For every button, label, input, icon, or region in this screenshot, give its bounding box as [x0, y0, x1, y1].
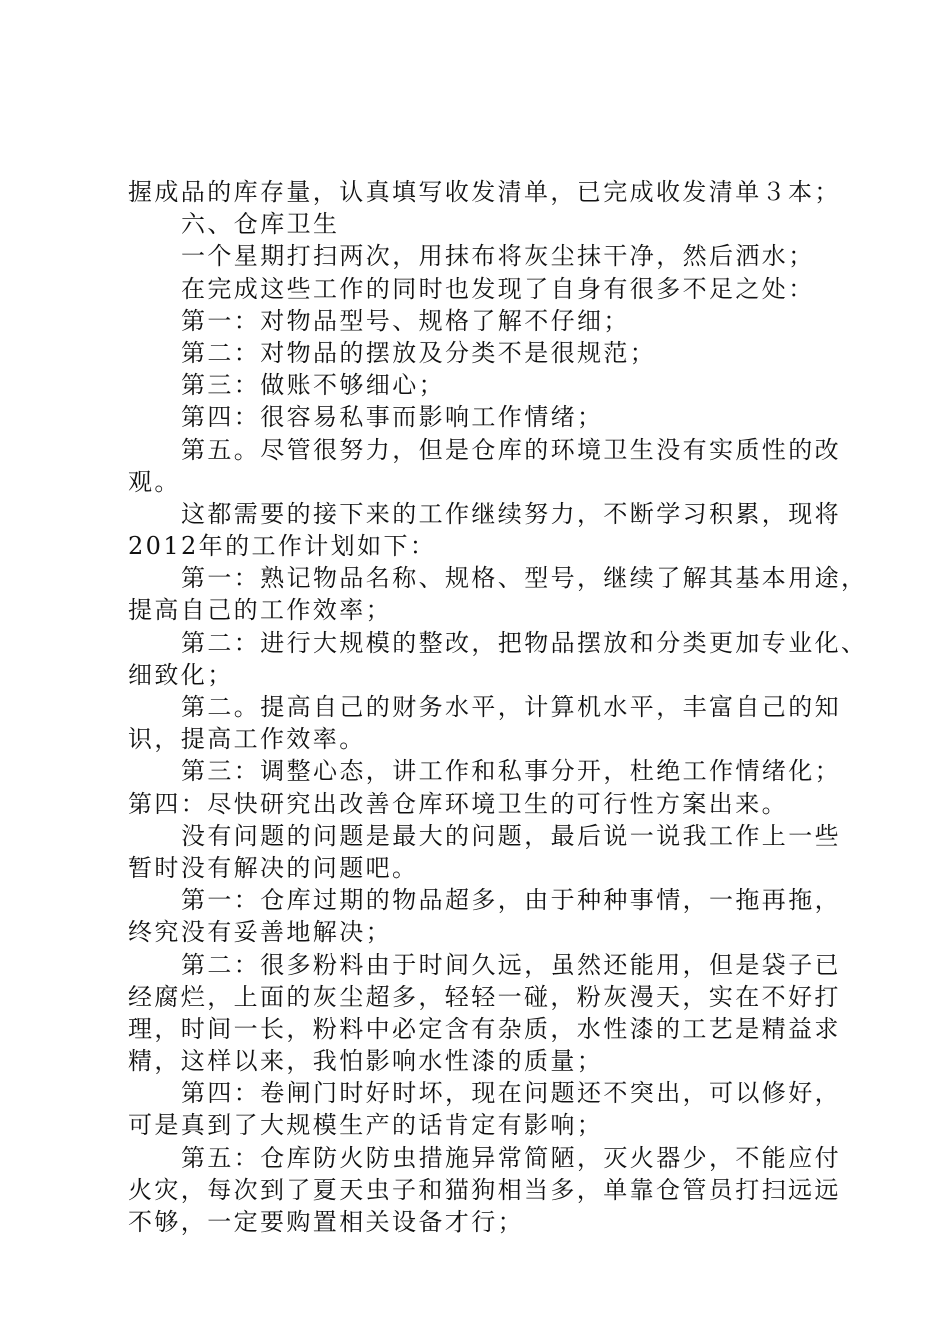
text-line: 这都需要的接下来的工作继续努力，不断学习积累，现将 [181, 499, 841, 528]
text-line: 理，时间一长，粉料中必定含有杂质，水性漆的工艺是精益求 [128, 1014, 841, 1043]
text-line: 精，这样以来，我怕影响水性漆的质量； [128, 1047, 604, 1076]
text-line: 细致化； [128, 660, 234, 689]
text-line: 第一：熟记物品名称、规格、型号，继续了解其基本用途， [181, 564, 868, 593]
text-line: 终究没有妥善地解决； [128, 918, 392, 947]
text-line: 第四：尽快研究出改善仓库环境卫生的可行性方案出来。 [128, 789, 788, 818]
text-line: 2012年的工作计划如下： [128, 532, 437, 561]
text-line: 第二：进行大规模的整改，把物品摆放和分类更加专业化、 [181, 628, 868, 657]
text-line: 第二。提高自己的财务水平，计算机水平，丰富自己的知 [181, 693, 841, 721]
text-line: 第三：做账不够细心； [181, 371, 445, 400]
text-line: 第五。尽管很努力，但是仓库的环境卫生没有实质性的改 [181, 435, 841, 464]
text-line: 可是真到了大规模生产的话肯定有影响； [128, 1111, 604, 1140]
document-body [128, 176, 868, 1238]
text-line: 识，提高工作效率。 [128, 725, 366, 754]
text-line: 提高自己的工作效率； [128, 596, 392, 625]
text-line: 第二：很多粉料由于时间久远，虽然还能用，但是袋子已 [181, 950, 841, 979]
text-line: 第四：很容易私事而影响工作情绪； [181, 403, 604, 432]
text-line: 火灾，每次到了夏天虫子和猫狗相当多，单靠仓管员打扫远远 [128, 1175, 841, 1204]
text-line: 不够，一定要购置相关设备才行； [128, 1208, 524, 1236]
text-line: 没有问题的问题是最大的问题，最后说一说我工作上一些 [181, 821, 841, 850]
text-line: 第二：对物品的摆放及分类不是很规范； [181, 338, 657, 367]
text-line: 第三：调整心态，讲工作和私事分开，杜绝工作情绪化； [181, 757, 841, 786]
text-line: 观。 [128, 467, 181, 496]
text-line: 在完成这些工作的同时也发现了自身有很多不足之处： [181, 274, 815, 303]
text-line: 第四：卷闸门时好时坏，现在问题还不突出，可以修好， [181, 1079, 841, 1108]
text-line: 第五：仓库防火防虫措施异常简陋，灭火器少，不能应付 [181, 1143, 841, 1172]
text-line: 一个星期打扫两次，用抹布将灰尘抹干净，然后洒水； [181, 242, 815, 271]
text-line: 经腐烂，上面的灰尘超多，轻轻一碰，粉灰漫天，实在不好打 [128, 982, 841, 1011]
text-line: 握成品的库存量，认真填写收发清单，已完成收发清单３本； [128, 178, 841, 206]
text-line: 第一：仓库过期的物品超多，由于种种事情，一拖再拖， [181, 886, 841, 915]
text-line: 第一：对物品型号、规格了解不仔细； [181, 306, 630, 335]
text-line: 六、仓库卫生 [181, 210, 340, 239]
text-line: 暂时没有解决的问题吧。 [128, 853, 419, 882]
